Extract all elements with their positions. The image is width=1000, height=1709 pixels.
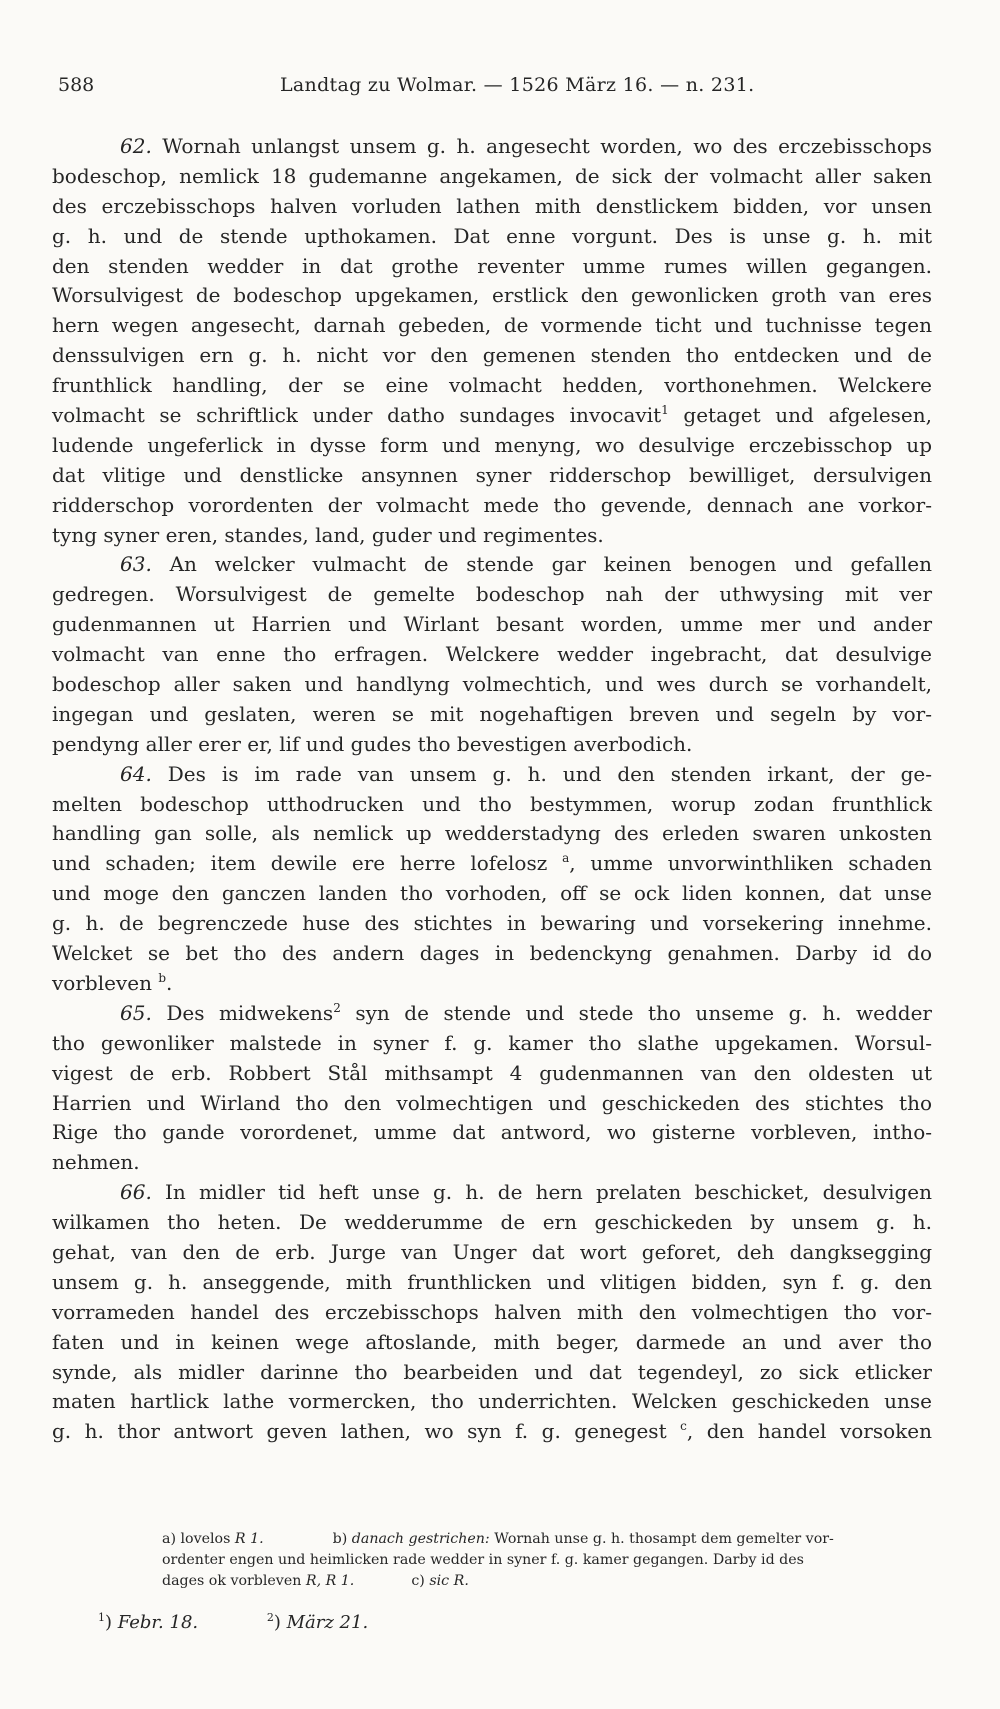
line-text: gedregen. Worsulvigest de gemelte bodeschop nah der uthwysing mit ver xyxy=(52,582,932,607)
line-text: und schaden; item dewile ere herre lofelosz xyxy=(52,851,563,876)
footnote-line xyxy=(162,1571,918,1592)
line-text: wilkamen tho heten. De wedderumme de ern geschickeden by unsem g. h. xyxy=(52,1210,932,1235)
paragraph-number: 62. xyxy=(120,134,152,158)
text-line xyxy=(52,311,932,341)
paragraph-number: 64. xyxy=(120,761,152,786)
paragraph-number: 66. xyxy=(120,1180,152,1205)
footnote-text-2: März 21. xyxy=(286,1612,369,1633)
footnote-marker: a xyxy=(562,851,570,866)
text-line xyxy=(52,1417,932,1447)
text-line xyxy=(52,760,932,790)
line-text: vorbleven xyxy=(52,970,159,995)
line-text: ingegan und geslaten, weren se mit nogehaftigen breven und segeln by vor- xyxy=(52,701,932,726)
line-text: g. h. de begrenczede huse des stichtes in bewaring und vorsekering innehme. xyxy=(52,911,932,936)
line-text: Welcket se bet tho des andern dages in bedenckyng genahmen. Darby id do xyxy=(52,941,932,966)
line-text: gehat, van den de erb. Jurge van Unger dat wort geforet, deh dangksegging xyxy=(52,1239,932,1264)
text-line xyxy=(52,1328,932,1358)
footnote-label-a: a) xyxy=(162,1531,176,1547)
footnote-marker: b xyxy=(158,970,166,985)
text-line xyxy=(52,461,932,491)
text-line xyxy=(52,1298,932,1328)
line-text: ludende ungeferlick in dysse form und menyng, wo desulvige erczebisschop up xyxy=(52,432,932,457)
line-text: Worsulvigest de bodeschop upgekamen, erstlick den gewonlicken groth van eres xyxy=(52,283,932,308)
running-head: Landtag zu Wolmar. — 1526 März 16. — n. 231. xyxy=(280,74,755,96)
line-text: volmacht se schriftlick under datho sundages invocavit xyxy=(52,403,662,428)
footnote-text-b: Wornah unse g. h. thosampt dem gemelter vor- xyxy=(494,1531,834,1547)
text-line xyxy=(52,431,932,461)
line-text: denssulvigen ern g. h. nicht vor den gemenen stenden tho entdecken und de xyxy=(52,343,932,368)
line-text: unsem g. h. anseggende, mith frunthlicken und vlitigen bidden, syn f. g. den xyxy=(52,1269,932,1294)
line-text: frunthlick handling, der se eine volmacht hedden, vorthonehmen. Welckere xyxy=(52,373,932,398)
line-text: Harrien und Wirland tho den volmechtigen und geschickeden des stichtes tho xyxy=(52,1090,932,1115)
text-line xyxy=(52,222,932,252)
line-text: g. h. und de stende upthokamen. Dat enne vorgunt. Des is unse g. h. mit xyxy=(52,223,932,248)
footnote-text-1: Febr. 18. xyxy=(117,1612,199,1633)
text-line xyxy=(52,1029,932,1059)
footnote-label-b: b) xyxy=(332,1531,348,1547)
line-text-after: , umme unvorwinthliken schaden xyxy=(569,851,932,876)
text-line xyxy=(52,1089,932,1119)
line-text-after: , den handel vorsoken xyxy=(686,1419,932,1444)
line-text: Des midwekens xyxy=(151,1000,334,1025)
text-line xyxy=(52,132,932,162)
text-line xyxy=(52,550,932,580)
text-line xyxy=(52,401,932,431)
text-line xyxy=(52,1387,932,1417)
text-line xyxy=(52,1238,932,1268)
line-text: g. h. thor antwort geven lathen, wo syn f. g. genegest xyxy=(52,1419,681,1444)
text-line xyxy=(52,730,932,760)
text-line xyxy=(52,640,932,670)
line-text: handling gan solle, als nemlick up wedderstadyng des erleden swaren unkosten xyxy=(52,821,932,846)
line-text: dat vlitige und denstlicke ansynnen syner ridderschop bewilliget, dersulvigen xyxy=(52,462,932,487)
footnote-source-a: R 1. xyxy=(234,1531,264,1547)
footnote-italic-b: danach gestrichen: xyxy=(351,1531,490,1547)
line-text: hern wegen angesecht, darnah gebeden, de vormende ticht und tuchnisse tegen xyxy=(52,313,932,338)
text-line xyxy=(52,879,932,909)
page-number: 588 xyxy=(58,74,95,96)
line-text: den stenden wedder in dat grothe reventer umme rumes willen gegangen. xyxy=(52,253,932,278)
footnote-text-c: sic R. xyxy=(429,1573,469,1589)
line-text: gudenmannen ut Harrien und Wirlant besant worden, umme mer und ander xyxy=(52,612,932,637)
line-text: ridderschop vorordenten der volmacht mede tho gevende, dennach ane vorkor- xyxy=(52,492,932,517)
text-line xyxy=(52,670,932,700)
footnote-text-a: lovelos xyxy=(180,1531,231,1547)
line-text-after: . xyxy=(166,970,173,995)
line-text: pendyng aller erer er, lif und gudes tho bevestigen averbodich. xyxy=(52,731,693,756)
text-line xyxy=(52,281,932,311)
line-text: bodeschop aller saken und handlyng volmechtich, und wes durch se vorhandelt, xyxy=(52,672,932,697)
text-line xyxy=(52,969,932,999)
text-line xyxy=(52,1208,932,1238)
text-line xyxy=(52,580,932,610)
text-line xyxy=(52,252,932,282)
line-text: nehmen. xyxy=(52,1150,140,1175)
text-line xyxy=(52,1358,932,1388)
line-text: maten hartlick lathe vormercken, tho underrichten. Welcken geschickeden unse xyxy=(52,1389,932,1414)
footnote-number-2: 2 xyxy=(266,1611,274,1624)
line-text: synde, als midler darinne tho bearbeiden und dat tegendeyl, zo sick etlicker xyxy=(52,1359,932,1384)
paragraph-number: 63. xyxy=(120,552,152,577)
text-line xyxy=(52,162,932,192)
textual-footnotes xyxy=(162,1529,918,1592)
footnote-line xyxy=(162,1529,918,1550)
numbered-footnotes: $^1$) Febr. 18. $^2$) März 21. xyxy=(98,1611,369,1633)
footnote-marker: 1 xyxy=(661,403,669,418)
line-text: tho gewonliker malstede in syner f. g. kamer tho slathe upgekamen. Worsul- xyxy=(52,1030,932,1055)
text-line xyxy=(52,1059,932,1089)
line-text: Wornah unlangst unsem g. h. angesecht worden, wo des erczebisschops xyxy=(151,134,932,158)
line-text: vorrameden handel des erczebisschops halven mith den volmechtigen tho vor- xyxy=(52,1299,932,1324)
footnote-marker: 2 xyxy=(333,1000,341,1015)
body-text xyxy=(52,132,932,1447)
text-line xyxy=(52,1148,932,1178)
text-line xyxy=(52,341,932,371)
line-text: tyng syner eren, standes, land, guder und regimentes. xyxy=(52,522,604,547)
footnote-line: ordenter engen und heimlicken rade wedder in syner f. g. kamer gegangen. Darby id des xyxy=(162,1552,804,1568)
line-text: bodeschop, nemlick 18 gudemanne angekamen, de sick der volmacht aller saken xyxy=(52,163,932,188)
text-line xyxy=(52,700,932,730)
line-text: melten bodeschop utthodrucken und tho bestymmen, worup zodan frunthlick xyxy=(52,791,932,816)
line-text: In midler tid heft unse g. h. de hern prelaten beschicket, desulvigen xyxy=(151,1180,932,1205)
footnote-label-c: c) xyxy=(411,1573,425,1589)
line-text: An welcker vulmacht de stende gar keinen benogen und gefallen xyxy=(151,552,932,577)
footnote-number-1: 1 xyxy=(98,1611,105,1624)
footnote-text-b-end: dages ok vorbleven xyxy=(162,1573,302,1589)
line-text: vigest de erb. Robbert Stål mithsampt 4 gudenmannen van den oldesten ut xyxy=(52,1060,932,1085)
text-line xyxy=(52,909,932,939)
line-text: Rige tho gande vorordenet, umme dat antword, wo gisterne vorbleven, intho- xyxy=(52,1120,932,1145)
text-line xyxy=(52,790,932,820)
line-text: des erczebisschops halven vorluden lathen mith denstlickem bidden, vor unsen xyxy=(52,193,932,218)
line-text-after: syn de stende und stede tho unseme g. h. wedder xyxy=(340,1000,932,1025)
line-text: Des is im rade van unsem g. h. und den stenden irkant, der ge- xyxy=(151,761,932,786)
line-text: volmacht van enne tho erfragen. Welckere wedder ingebracht, dat desulvige xyxy=(52,642,932,667)
line-text-after: getaget und afgelesen, xyxy=(668,403,932,428)
text-line xyxy=(52,1118,932,1148)
text-line xyxy=(52,371,932,401)
paragraph-number: 65. xyxy=(120,1000,152,1025)
text-line xyxy=(52,1178,932,1208)
text-line xyxy=(52,610,932,640)
footnote-source-b: R, R 1. xyxy=(305,1573,355,1589)
line-text: und moge den ganczen landen tho vorhoden, off se ock liden konnen, dat unse xyxy=(52,881,932,906)
text-line xyxy=(52,939,932,969)
text-line xyxy=(52,819,932,849)
line-text: faten und in keinen wege aftoslande, mith beger, darmede an und aver tho xyxy=(52,1329,932,1354)
text-line xyxy=(52,192,932,222)
text-line xyxy=(52,999,932,1029)
text-line xyxy=(52,849,932,879)
text-line xyxy=(52,1268,932,1298)
footnote-marker: c xyxy=(680,1419,687,1434)
page-header xyxy=(58,74,938,104)
text-line xyxy=(52,491,932,521)
text-line xyxy=(52,521,932,551)
